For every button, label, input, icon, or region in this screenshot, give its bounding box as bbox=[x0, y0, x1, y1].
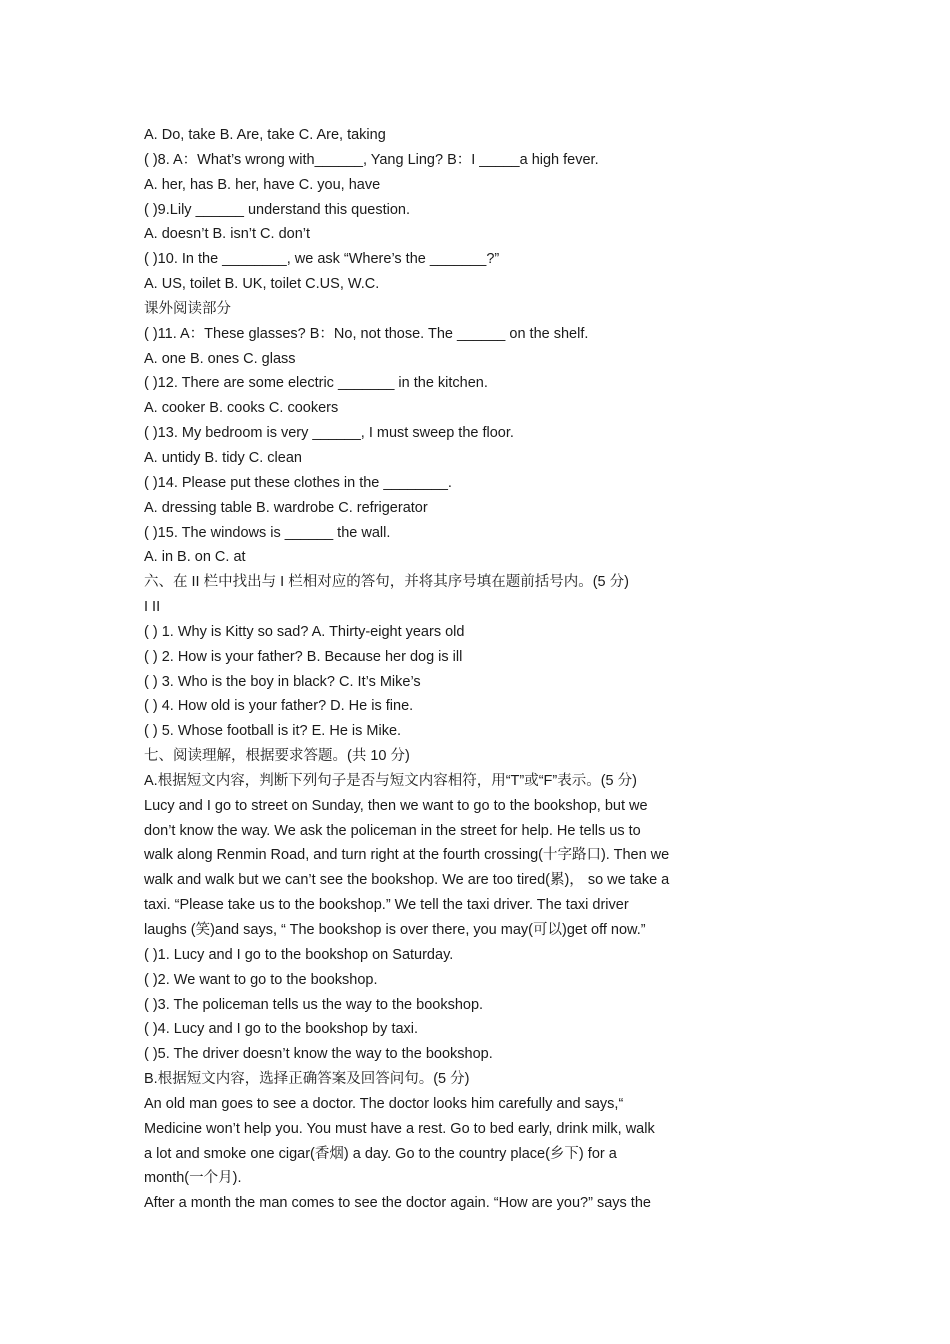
question-11: ( )11. A：These glasses? B：No, not those. The ______ on the shelf. bbox=[144, 325, 589, 342]
question-14-options: A. dressing table B. wardrobe C. refrigerator bbox=[144, 499, 428, 516]
question-12-options: A. cooker B. cooks C. cookers bbox=[144, 400, 339, 417]
passage-b-line: Medicine won’t help you. You must have a rest. Go to bed early, drink milk, walk bbox=[144, 1120, 655, 1137]
question-13-options: A. untidy B. tidy C. clean bbox=[144, 449, 302, 466]
question-10-options: A. US, toilet B. UK, toilet C.US, W.C. bbox=[144, 276, 380, 293]
passage-b-line: a lot and smoke one cigar(香烟) a day. Go to the country place(乡下) for a bbox=[144, 1145, 617, 1162]
question-8: ( )8. A：What’s wrong with______, Yang Ling? B：I _____a high fever. bbox=[144, 151, 599, 168]
column-headers: I II bbox=[144, 599, 161, 616]
question-8-options: A. her, has B. her, have C. you, have bbox=[144, 176, 381, 193]
section-heading-seven: 七、阅读理解，根据要求答题。(共 10 分) bbox=[144, 748, 410, 765]
match-item-1: ( ) 1. Why is Kitty so sad? A. Thirty-eight years old bbox=[144, 623, 465, 640]
question-9: ( )9.Lily ______ understand this question. bbox=[144, 201, 411, 218]
match-item-3: ( ) 3. Who is the boy in black? C. It’s Mike’s bbox=[144, 673, 421, 690]
question-9-options: A. doesn’t B. isn’t C. don’t bbox=[144, 226, 311, 243]
match-item-4: ( ) 4. How old is your father? D. He is fine. bbox=[144, 698, 414, 715]
question-11-options: A. one B. ones C. glass bbox=[144, 350, 296, 367]
true-false-item-1: ( )1. Lucy and I go to the bookshop on Saturday. bbox=[144, 946, 454, 963]
part-a-instruction: A.根据短文内容，判断下列句子是否与短文内容相符，用“T”或“F”表示。(5 分) bbox=[144, 772, 637, 789]
passage-a-line: walk and walk but we can’t see the bookshop. We are too tired(累)， so we take a bbox=[144, 872, 670, 889]
section-heading-extracurricular: 课外阅读部分 bbox=[144, 300, 231, 317]
question-12: ( )12. There are some electric _______ in the kitchen. bbox=[144, 375, 488, 392]
passage-b-line: After a month the man comes to see the doctor again. “How are you?” says the bbox=[144, 1195, 651, 1212]
question-10: ( )10. In the ________, we ask “Where’s the _______?” bbox=[144, 251, 500, 268]
section-heading-six: 六、在 II 栏中找出与 I 栏相对应的答句，并将其序号填在题前括号内。(5 分) bbox=[144, 574, 629, 591]
passage-a-line: Lucy and I go to street on Sunday, then we want to go to the bookshop, but we bbox=[144, 797, 648, 814]
passage-a-line: laughs (笑)and says, “ The bookshop is over there, you may(可以)get off now.” bbox=[144, 922, 646, 938]
question-14: ( )14. Please put these clothes in the ________. bbox=[144, 474, 452, 491]
document-page bbox=[144, 123, 844, 1216]
question-15: ( )15. The windows is ______ the wall. bbox=[144, 524, 391, 541]
question-15-options: A. in B. on C. at bbox=[144, 549, 246, 566]
match-item-2: ( ) 2. How is your father? B. Because her dog is ill bbox=[144, 648, 463, 665]
question-13: ( )13. My bedroom is very ______, I must sweep the floor. bbox=[144, 425, 514, 442]
true-false-item-5: ( )5. The driver doesn’t know the way to the bookshop. bbox=[144, 1046, 493, 1063]
passage-b-line: month(一个月). bbox=[144, 1170, 242, 1187]
passage-a-line: don’t know the way. We ask the policeman in the street for help. He tells us to bbox=[144, 822, 641, 839]
match-item-5: ( ) 5. Whose football is it? E. He is Mike. bbox=[144, 723, 402, 740]
passage-a-line: walk along Renmin Road, and turn right at the fourth crossing(十字路口). Then we bbox=[144, 847, 670, 864]
passage-b-line: An old man goes to see a doctor. The doctor looks him carefully and says,“ bbox=[144, 1095, 624, 1112]
true-false-item-2: ( )2. We want to go to the bookshop. bbox=[144, 971, 378, 988]
passage-a-line: taxi. “Please take us to the bookshop.” We tell the taxi driver. The taxi driver bbox=[144, 897, 629, 914]
true-false-item-4: ( )4. Lucy and I go to the bookshop by taxi. bbox=[144, 1021, 419, 1038]
part-b-instruction: B.根据短文内容，选择正确答案及回答问句。(5 分) bbox=[144, 1071, 470, 1088]
true-false-item-3: ( )3. The policeman tells us the way to the bookshop. bbox=[144, 996, 484, 1013]
text-line: A. Do, take B. Are, take C. Are, taking bbox=[144, 127, 386, 143]
